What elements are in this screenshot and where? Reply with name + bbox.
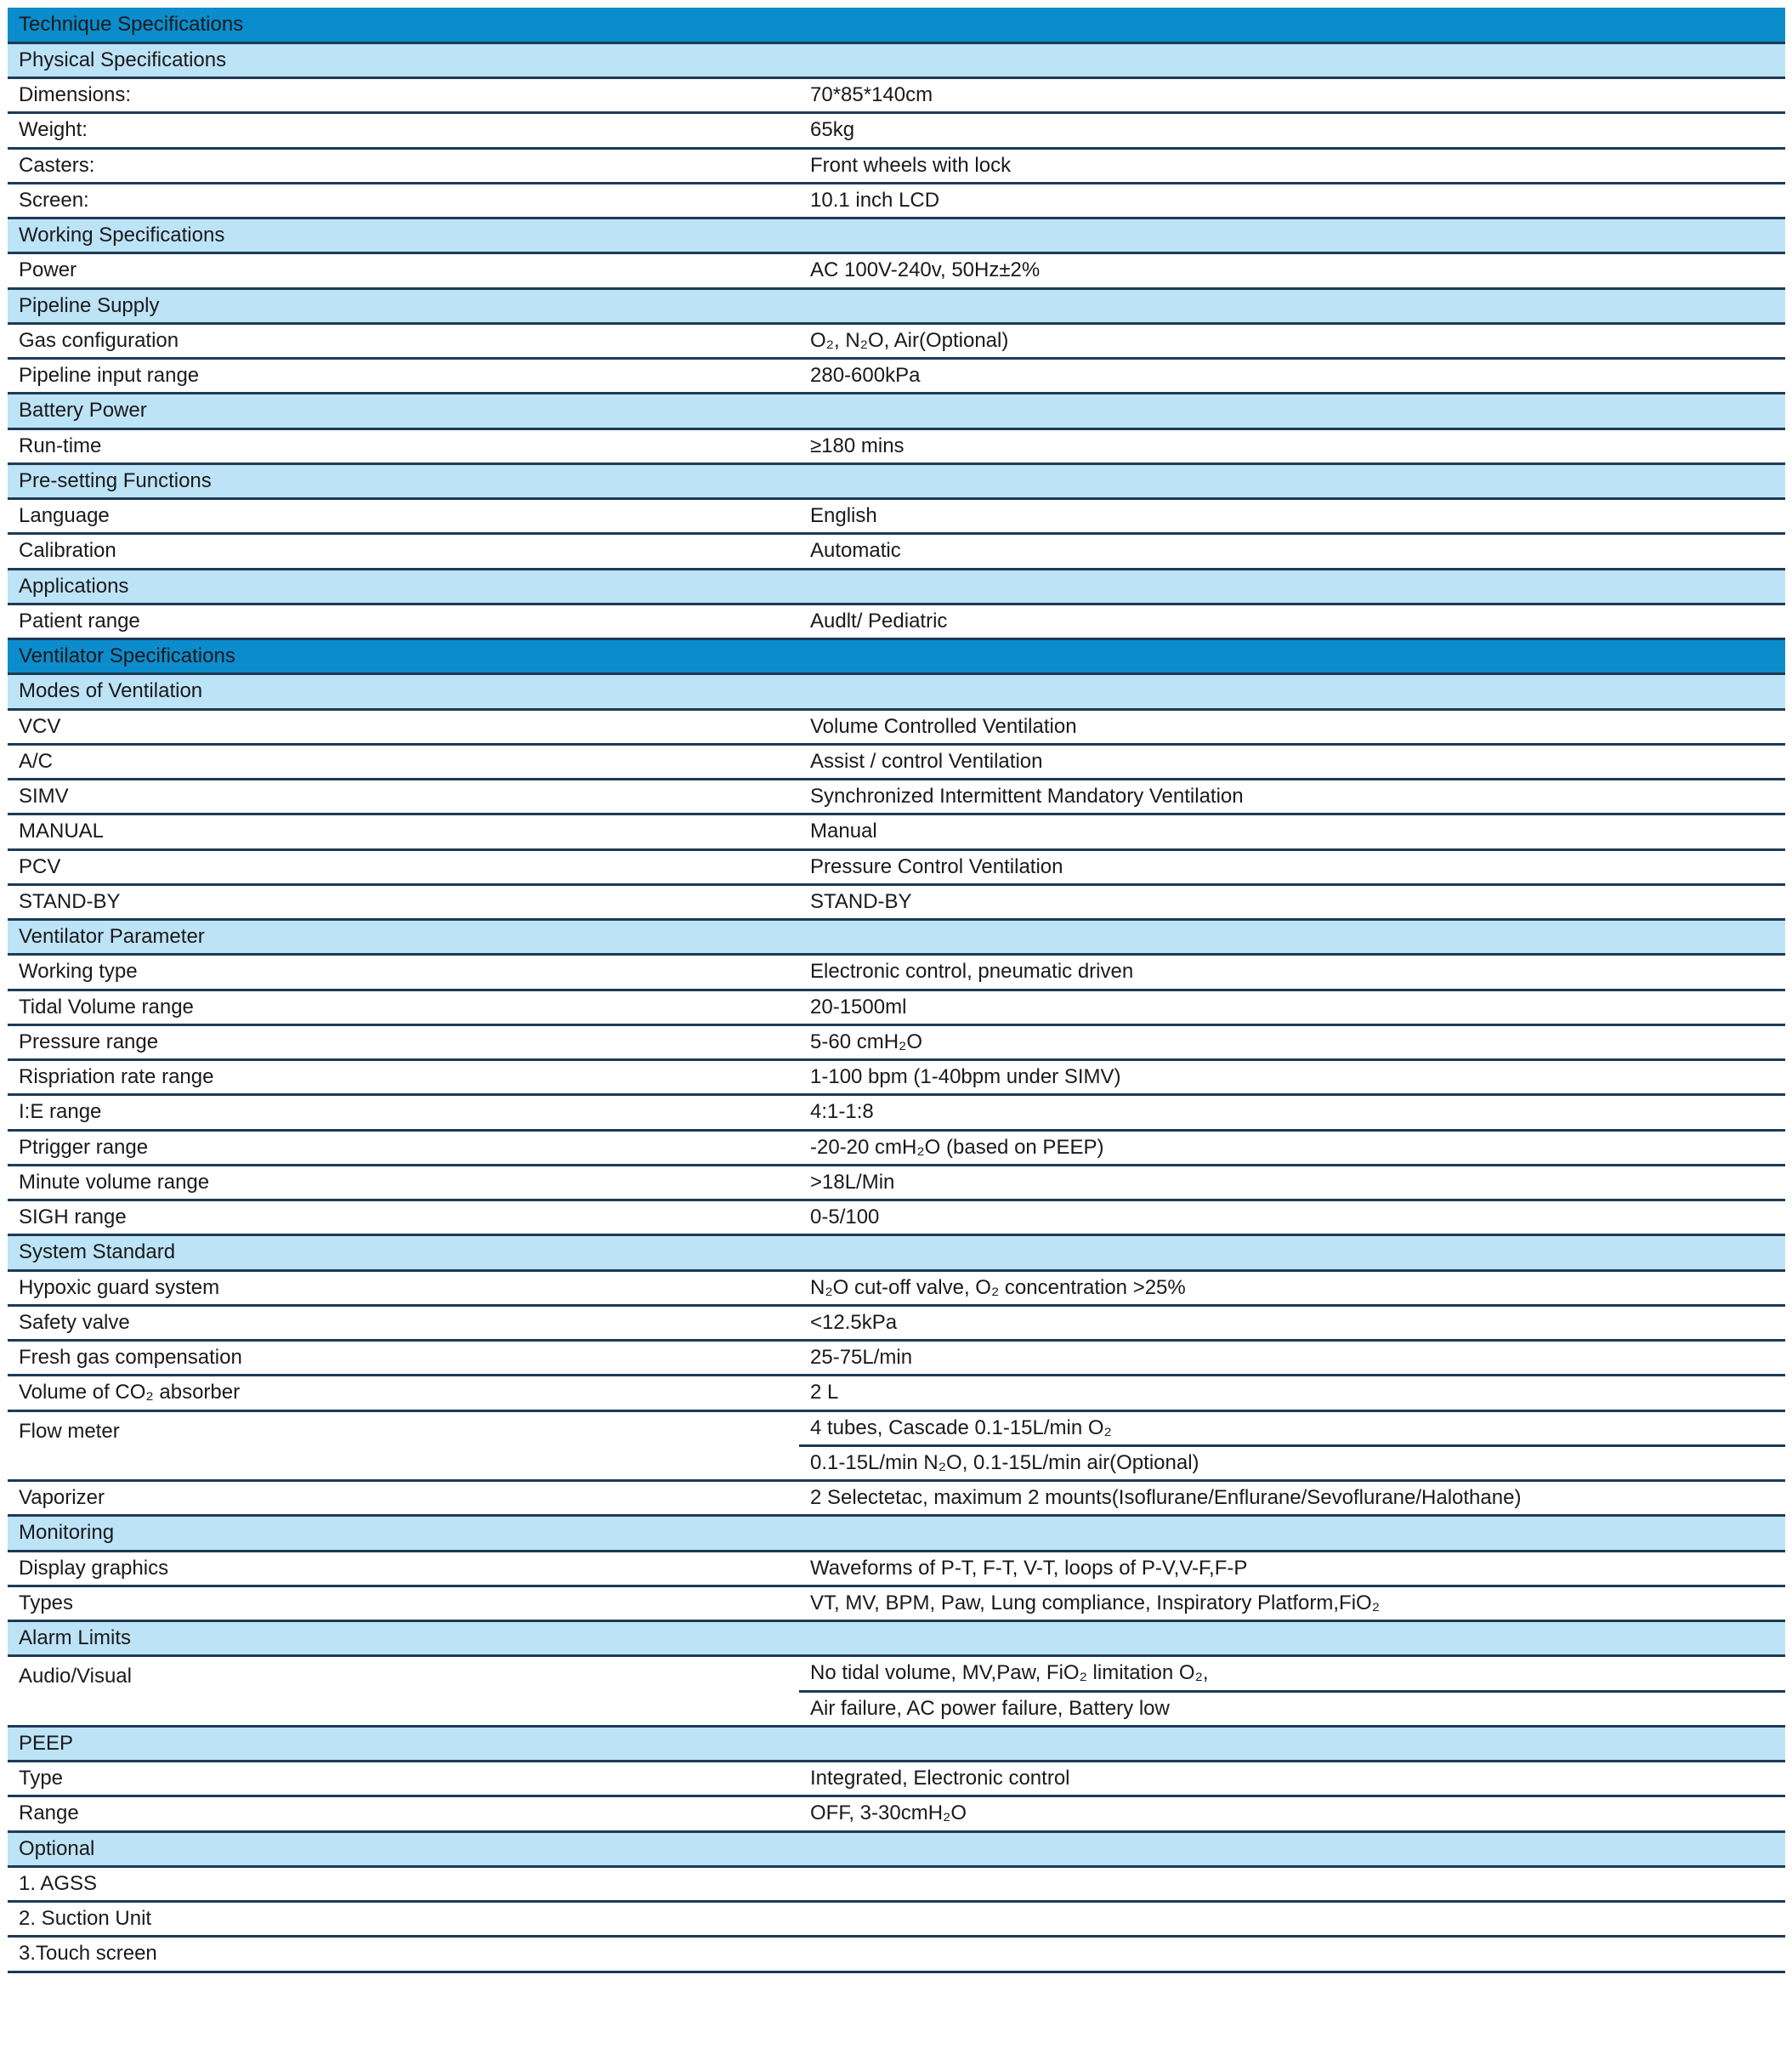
spec-value [799,1937,1785,1972]
spec-value: STAND-BY [799,884,1785,919]
spec-table [8,8,1785,1973]
spec-row-audio-visual [8,1656,1785,1691]
spec-value: Synchronized Intermittent Mandatory Ventilation [799,780,1785,814]
spec-label: Patient range [8,604,799,638]
spec-value: Waveforms of P-T, F-T, V-T, loops of P-V,V-F,F-P [799,1551,1785,1586]
subsection-header-pipeline-supply [8,288,1785,323]
spec-row-pipeline-input-range [8,359,1785,394]
spec-row-fresh-gas-compensation [8,1341,1785,1376]
spec-row-i-e-range [8,1095,1785,1130]
spec-value: Assist / control Ventilation [799,744,1785,779]
section-header-ventilator-specifications [8,639,1785,674]
spec-row-weight [8,113,1785,148]
spec-row-display-graphics [8,1551,1785,1586]
spec-value: 2 Selectetac, maximum 2 mounts(Isoflurane/Enflurane/Sevoflurane/Halothane) [799,1481,1785,1516]
subsection-title: Modes of Ventilation [8,674,1785,709]
spec-value: 25-75L/min [799,1341,1785,1376]
subsection-title: System Standard [8,1235,1785,1270]
subsection-title: Optional [8,1831,1785,1866]
subsection-header-battery-power [8,394,1785,428]
spec-row-run-time [8,428,1785,463]
spec-row-casters [8,148,1785,183]
spec-value: Manual [799,814,1785,849]
spec-label: Fresh gas compensation [8,1341,799,1376]
spec-label: Ptrigger range [8,1130,799,1165]
subsection-title: Ventilator Parameter [8,920,1785,955]
subsection-title: Alarm Limits [8,1621,1785,1656]
subsection-title: Pre-setting Functions [8,463,1785,498]
section-title: Technique Specifications [8,8,1785,43]
subsection-header-pre-setting-functions [8,463,1785,498]
spec-label: Display graphics [8,1551,799,1586]
spec-row-vaporizer [8,1481,1785,1516]
spec-label: Weight: [8,113,799,148]
subsection-header-peep [8,1726,1785,1761]
spec-row-gas-configuration [8,323,1785,358]
spec-label: A/C [8,744,799,779]
spec-label: Pressure range [8,1024,799,1059]
spec-value: 0-5/100 [799,1200,1785,1235]
spec-label: Screen: [8,183,799,218]
spec-row-dimensions [8,78,1785,113]
spec-label: Dimensions: [8,78,799,113]
section-header-technique-specifications [8,8,1785,43]
spec-value: <12.5kPa [799,1305,1785,1340]
spec-value-continued: 0.1-15L/min N₂O, 0.1-15L/min air(Optional) [799,1445,1785,1480]
spec-label: Rispriation rate range [8,1060,799,1095]
spec-label: SIGH range [8,1200,799,1235]
subsection-title: Battery Power [8,394,1785,428]
subsection-header-physical-specifications [8,43,1785,77]
subsection-title: PEEP [8,1726,1785,1761]
spec-value: O₂, N₂O, Air(Optional) [799,323,1785,358]
spec-label: Audio/Visual [8,1656,799,1727]
spec-value: OFF, 3-30cmH₂O [799,1796,1785,1831]
spec-row-sigh-range [8,1200,1785,1235]
spec-row-types [8,1586,1785,1620]
subsection-title: Working Specifications [8,218,1785,253]
spec-row-simv [8,780,1785,814]
spec-value: >18L/Min [799,1165,1785,1200]
spec-row-screen [8,183,1785,218]
spec-value: Electronic control, pneumatic driven [799,955,1785,990]
spec-value: 5-60 cmH₂O [799,1024,1785,1059]
spec-value: No tidal volume, MV,Paw, FiO₂ limitation O₂, [799,1656,1785,1691]
spec-label: I:E range [8,1095,799,1130]
spec-label: Power [8,253,799,288]
subsection-header-working-specifications [8,218,1785,253]
spec-label: Tidal Volume range [8,990,799,1024]
spec-value: Front wheels with lock [799,148,1785,183]
spec-value-continued: Air failure, AC power failure, Battery low [799,1691,1785,1726]
spec-label: Flow meter [8,1410,799,1481]
spec-row-type [8,1762,1785,1796]
spec-value: 70*85*140cm [799,78,1785,113]
spec-row-ptrigger-range [8,1130,1785,1165]
spec-row-2-suction-unit [8,1902,1785,1937]
spec-label: Run-time [8,428,799,463]
spec-row-power [8,253,1785,288]
spec-label: STAND-BY [8,884,799,919]
spec-value: Integrated, Electronic control [799,1762,1785,1796]
spec-value: VT, MV, BPM, Paw, Lung compliance, Inspiratory Platform,FiO₂ [799,1586,1785,1620]
spec-row-minute-volume-range [8,1165,1785,1200]
spec-value: -20-20 cmH₂O (based on PEEP) [799,1130,1785,1165]
spec-row-rispriation-rate-range [8,1060,1785,1095]
subsection-header-monitoring [8,1516,1785,1551]
subsection-header-applications [8,569,1785,604]
spec-label: Minute volume range [8,1165,799,1200]
spec-label: Gas configuration [8,323,799,358]
subsection-header-alarm-limits [8,1621,1785,1656]
spec-row-calibration [8,534,1785,569]
spec-value: Volume Controlled Ventilation [799,709,1785,744]
spec-row-volume-of-co-absorber [8,1376,1785,1410]
spec-row-patient-range [8,604,1785,638]
spec-label: 1. AGSS [8,1866,799,1901]
spec-value: 280-600kPa [799,359,1785,394]
spec-label: Type [8,1762,799,1796]
spec-table-body [8,8,1785,1972]
spec-value: Pressure Control Ventilation [799,849,1785,884]
spec-label: Vaporizer [8,1481,799,1516]
spec-value: 65kg [799,113,1785,148]
subsection-header-optional [8,1831,1785,1866]
spec-value: Automatic [799,534,1785,569]
spec-row-vcv [8,709,1785,744]
subsection-header-modes-of-ventilation [8,674,1785,709]
spec-label: Casters: [8,148,799,183]
spec-label: 2. Suction Unit [8,1902,799,1937]
subsection-title: Monitoring [8,1516,1785,1551]
spec-value [799,1866,1785,1901]
spec-value: AC 100V-240v, 50Hz±2% [799,253,1785,288]
spec-row-pressure-range [8,1024,1785,1059]
spec-row-tidal-volume-range [8,990,1785,1024]
spec-row-stand-by [8,884,1785,919]
spec-label: MANUAL [8,814,799,849]
spec-label: 3.Touch screen [8,1937,799,1972]
spec-label: Volume of CO₂ absorber [8,1376,799,1410]
spec-row-working-type [8,955,1785,990]
spec-label: PCV [8,849,799,884]
spec-label: SIMV [8,780,799,814]
spec-value: 2 L [799,1376,1785,1410]
spec-row-3-touch-screen [8,1937,1785,1972]
spec-value: Audlt/ Pediatric [799,604,1785,638]
spec-row-hypoxic-guard-system [8,1270,1785,1305]
spec-value: 4:1-1:8 [799,1095,1785,1130]
spec-label: Pipeline input range [8,359,799,394]
spec-label: Range [8,1796,799,1831]
spec-value: N₂O cut-off valve, O₂ concentration >25% [799,1270,1785,1305]
spec-value: 20-1500ml [799,990,1785,1024]
spec-value: 1-100 bpm (1-40bpm under SIMV) [799,1060,1785,1095]
section-title: Ventilator Specifications [8,639,1785,674]
spec-label: Hypoxic guard system [8,1270,799,1305]
subsection-title: Applications [8,569,1785,604]
spec-label: Types [8,1586,799,1620]
spec-row-language [8,499,1785,534]
spec-row-manual [8,814,1785,849]
subsection-header-system-standard [8,1235,1785,1270]
spec-value: English [799,499,1785,534]
spec-label: Safety valve [8,1305,799,1340]
spec-row-range [8,1796,1785,1831]
spec-label: Working type [8,955,799,990]
subsection-title: Physical Specifications [8,43,1785,77]
spec-label: Language [8,499,799,534]
spec-row-1-agss [8,1866,1785,1901]
spec-value: 10.1 inch LCD [799,183,1785,218]
subsection-header-ventilator-parameter [8,920,1785,955]
spec-label: VCV [8,709,799,744]
spec-value [799,1902,1785,1937]
subsection-title: Pipeline Supply [8,288,1785,323]
spec-row-pcv [8,849,1785,884]
spec-row-flow-meter [8,1410,1785,1445]
spec-row-a-c [8,744,1785,779]
spec-value: ≥180 mins [799,428,1785,463]
spec-label: Calibration [8,534,799,569]
spec-value: 4 tubes, Cascade 0.1-15L/min O₂ [799,1410,1785,1445]
spec-row-safety-valve [8,1305,1785,1340]
